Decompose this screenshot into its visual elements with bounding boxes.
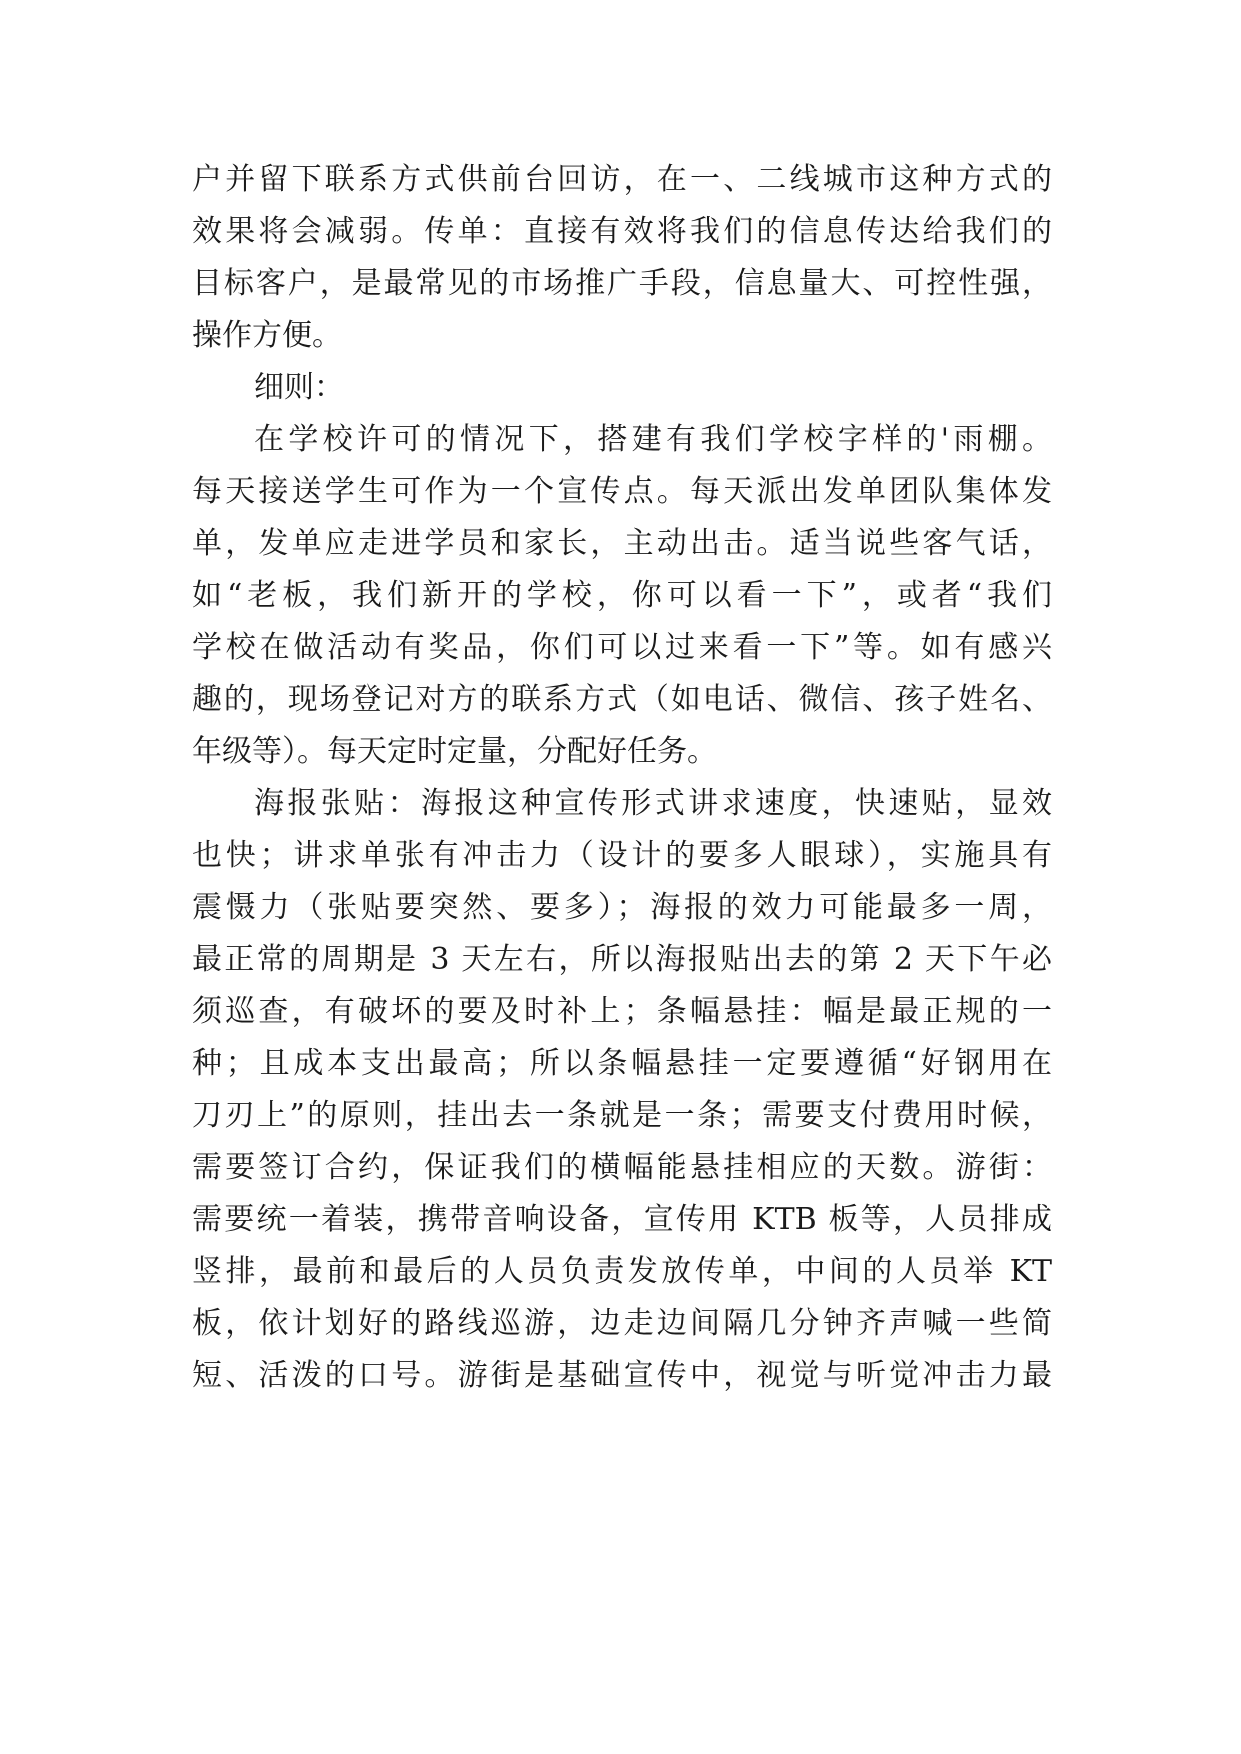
text-line: 海报张贴：海报这种宣传形式讲求速度，快速贴，显效 [254,786,1052,821]
text-line: 操作方便。 [192,318,342,353]
text-line: 在学校许可的情况下，搭建有我们学校字样的'雨棚。 [254,422,1052,457]
text-line: 种；且成本支出最高；所以条幅悬挂一定要遵循“好钢用在 [192,1046,1052,1081]
text-line: 震慑力（张贴要突然、要多）；海报的效力可能最多一周， [192,890,1052,925]
text-line: 板，依计划好的路线巡游，边走边间隔几分钟齐声喊一些简 [192,1306,1052,1341]
text-line: 年级等）。每天定时定量，分配好任务。 [192,734,717,769]
text-line: 学校在做活动有奖品，你们可以过来看一下”等。如有感兴 [192,630,1052,665]
text-line: 如“老板，我们新开的学校，你可以看一下”，或者“我们 [192,578,1052,613]
text-line: 单，发单应走进学员和家长，主动出击。适当说些客气话， [192,526,1052,561]
text-line: 需要统一着装，携带音响设备，宣传用 KTB 板等，人员排成 [192,1202,1052,1237]
text-line: 刀刃上”的原则，挂出去一条就是一条；需要支付费用时候， [192,1098,1052,1133]
text-line: 目标客户，是最常见的市场推广手段，信息量大、可控性强， [192,266,1052,301]
text-line: 最正常的周期是 3 天左右，所以海报贴出去的第 2 天下午必 [192,942,1052,977]
text-line: 竖排，最前和最后的人员负责发放传单，中间的人员举 KT [192,1254,1052,1289]
text-line: 效果将会减弱。传单：直接有效将我们的信息传达给我们的 [192,214,1052,249]
text-line: 短、活泼的口号。游街是基础宣传中，视觉与听觉冲击力最 [192,1358,1052,1393]
text-line: 趣的，现场登记对方的联系方式（如电话、微信、孩子姓名、 [192,682,1052,717]
text-line: 细则： [254,370,344,405]
text-line: 户并留下联系方式供前台回访，在一、二线城市这种方式的 [192,162,1052,197]
text-line: 须巡查，有破坏的要及时补上；条幅悬挂：幅是最正规的一 [192,994,1052,1029]
text-line: 每天接送学生可作为一个宣传点。每天派出发单团队集体发 [192,474,1052,509]
text-line: 需要签订合约，保证我们的横幅能悬挂相应的天数。游街： [192,1150,1052,1185]
text-line: 也快；讲求单张有冲击力（设计的要多人眼球），实施具有 [192,838,1052,873]
body-text [192,154,1052,1402]
